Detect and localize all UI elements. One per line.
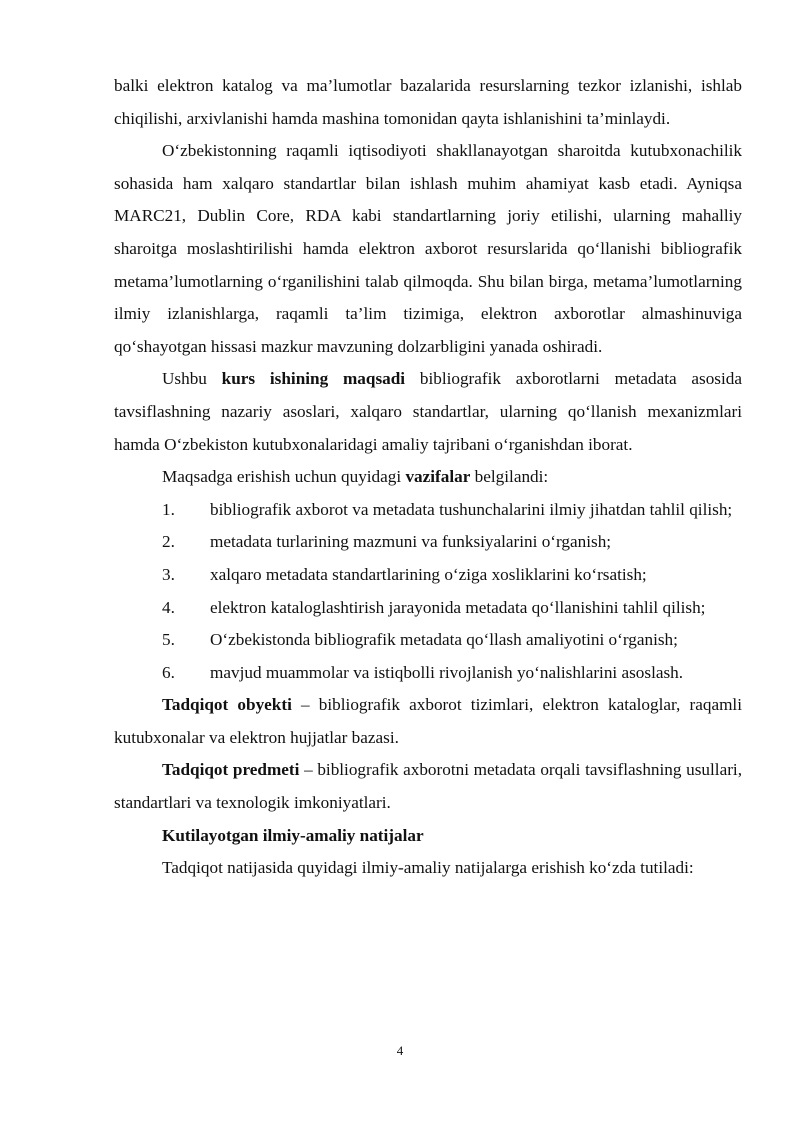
list-number: 1. [162, 499, 175, 519]
page-number: 4 [396, 1043, 404, 1058]
document-page [114, 70, 742, 885]
paragraph-research-object [114, 689, 742, 754]
research-object-label: Tadqiqot obyekti [162, 695, 292, 715]
results-intro: Tadqiqot natijasida quyidagi ilmiy-amaliy natijalarga erishish ko‘zda tutiladi: [162, 858, 694, 878]
goal-bold: kurs ishining maqsadi [221, 369, 406, 389]
list-item [114, 494, 742, 527]
paragraph-continuation: balki elektron katalog va ma’lumotlar bazalarida resurslarning tezkor izlanishi, ishlab chiqilishi, arxivlanishi hamda mashina tomonidan qayta ishlanishini ta’minlaydi. [114, 76, 742, 128]
paragraph-tasks-intro [114, 461, 742, 494]
list-text: O‘zbekistonda bibliografik metadata qo‘llash amaliyotini o‘rganish; [210, 630, 678, 650]
list-number: 5. [162, 630, 175, 650]
list-text: xalqaro metadata standartlarining o‘ziga xosliklarini ko‘rsatish; [210, 564, 647, 584]
list-number: 6. [162, 662, 175, 682]
results-heading [114, 820, 742, 853]
list-number: 2. [162, 532, 175, 552]
tasks-pre: Maqsadga erishish uchun quyidagi [162, 467, 406, 487]
goal-post: bibliografik axborotlarni metadata asosida tavsiflashning nazariy asoslari, xalqaro standartlar, ularning qo‘llanish mexanizmlari hamda O‘zbekiston kutubxonalaridagi amaliy tajribani o‘rganishdan iborat. [114, 369, 742, 454]
paragraph-relevance: O‘zbekistonning raqamli iqtisodiyoti shakllanayotgan sharoitda kutubxonachilik sohasida ham xalqaro standartlar bilan ishlash muhim ahamiyat kasb etadi. Ayniqsa MARC21, Dublin Core, RDA kabi standartlarning joriy etilishi, ularning mahalliy sharoitga moslashtirilishi hamda elektron axborot resurslarida qo‘llanishi bibliografik metama’lumotlarning o‘rganilishini talab qilmoqda. Shu bilan birga, metama’lumotlarning ilmiy izlanishlarga, raqamli ta’lim tizimiga, elektron axborotlar almashinuviga qo‘shayotgan hissasi mazkur mavzuning dolzarbligini yanada oshiradi. [114, 141, 742, 356]
list-text: mavjud muammolar va istiqbolli rivojlanish yo‘nalishlarini asoslash. [210, 662, 684, 682]
list-text: bibliografik axborot va metadata tushunchalarini ilmiy jihatdan tahlil qilish; [210, 499, 733, 519]
tasks-post: belgilandi: [470, 467, 549, 487]
list-text: metadata turlarining mazmuni va funksiyalarini o‘rganish; [210, 532, 612, 552]
goal-pre: Ushbu [162, 369, 222, 389]
list-item [114, 559, 742, 592]
research-subject-label: Tadqiqot predmeti [162, 760, 300, 780]
tasks-bold: vazifalar [405, 467, 471, 487]
list-item [114, 526, 742, 559]
list-number: 3. [162, 564, 175, 584]
list-item [114, 592, 742, 625]
results-heading-text: Kutilayotgan ilmiy-amaliy natijalar [162, 825, 424, 845]
research-object-text: – bibliografik axborot tizimlari, elektron kataloglar, raqamli kutubxonalar va elektron hujjatlar bazasi. [114, 695, 742, 747]
list-item [114, 657, 742, 690]
list-number: 4. [162, 597, 175, 617]
list-item [114, 624, 742, 657]
list-text: elektron kataloglashtirish jarayonida metadata qo‘llanishini tahlil qilish; [210, 597, 706, 617]
research-subject-text: – bibliografik axborotni metadata orqali tavsiflashning usullari, standartlari va texnologik imkoniyatlari. [114, 760, 742, 813]
paragraph-research-subject [114, 754, 742, 819]
paragraph-goal [114, 363, 742, 461]
